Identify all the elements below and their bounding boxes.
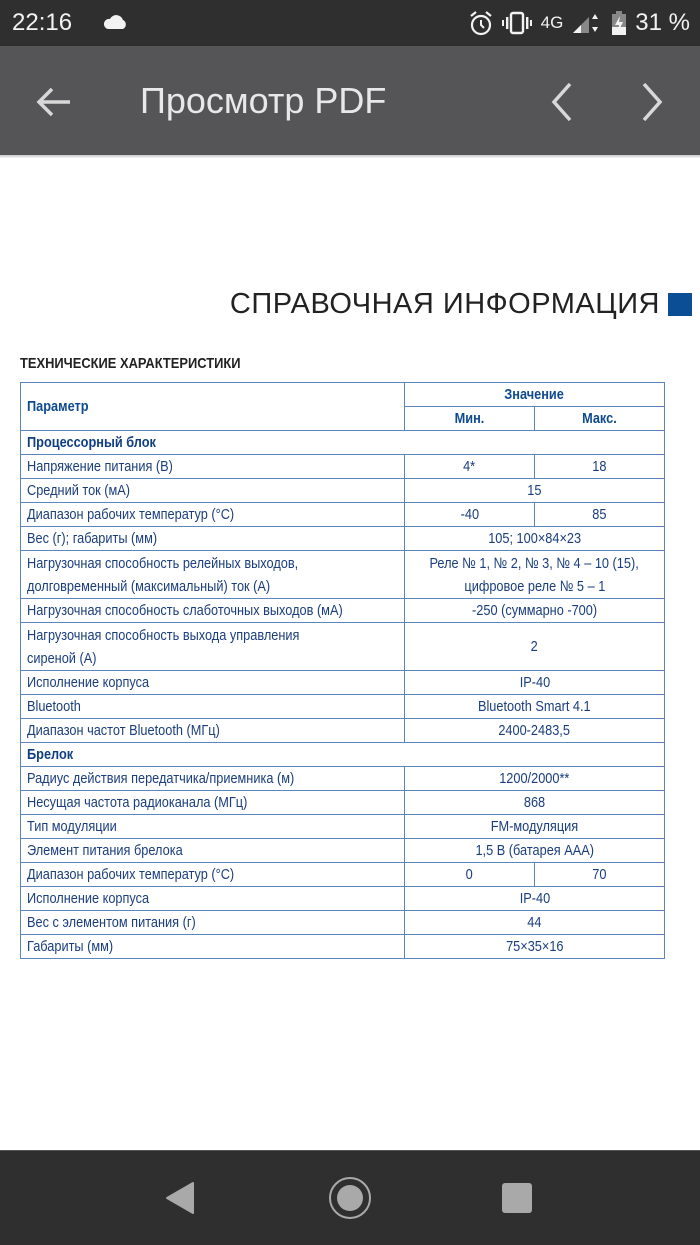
vibrate-icon [501,11,533,35]
header-param: Параметр [21,383,405,431]
document-subheading: ТЕХНИЧЕСКИЕ ХАРАКТЕРИСТИКИ [20,355,241,372]
param-cell: Диапазон рабочих температур (°С) [21,503,405,527]
param-cell: Вес с элементом питания (г) [21,911,405,935]
alarm-icon [469,10,493,36]
min-cell: 4* [405,455,534,479]
app-bar-shadow [0,155,700,158]
param-cell: Нагрузочная способность релейных выходов, долговременный (максимальный) ток (А) [21,551,405,599]
table-row [21,911,665,935]
table-row [21,791,665,815]
min-cell: -40 [405,503,534,527]
table-row [21,479,665,503]
header-min: Мин. [405,407,534,431]
network-type: 4G [540,13,564,32]
heading-accent-square [668,293,692,316]
max-cell: 18 [534,455,664,479]
table-row [21,671,665,695]
status-time: 22:16 [12,9,73,36]
section-row [21,743,665,767]
app-title: Просмотр PDF [140,80,387,121]
table-row [21,935,665,959]
section-title: Брелок [21,743,665,767]
value-cell: 2 [405,623,664,671]
signal-icon [571,11,603,35]
param-cell: Габариты (мм) [21,935,405,959]
value-cell: 105; 100×84×23 [405,527,664,551]
value-cell: 868 [405,791,664,815]
document-heading: СПРАВОЧНАЯ ИНФОРМАЦИЯ [229,288,660,320]
min-cell: 0 [405,863,534,887]
param-cell: Диапазон частот Bluetooth (МГц) [21,719,405,743]
table-row [21,599,665,623]
header-value: Значение [405,383,664,407]
battery-percent: 31 % [635,9,690,36]
value-cell: 44 [405,911,664,935]
param-cell: Элемент питания брелока [21,839,405,863]
cloud-icon [102,14,128,30]
status-icons [469,8,690,38]
table-row [21,839,665,863]
table-row [21,815,665,839]
nav-recents-square-icon[interactable] [501,1182,533,1214]
param-cell: Напряжение питания (В) [21,455,405,479]
param-cell: Средний ток (мА) [21,479,405,503]
param-cell: Тип модуляции [21,815,405,839]
table-header-row [21,383,665,407]
value-cell: 1,5 В (батарея ААА) [405,839,664,863]
param-cell: Нагрузочная способность слаботочных выходов (мА) [21,599,405,623]
max-cell: 85 [534,503,664,527]
param-cell: Вес (г); габариты (мм) [21,527,405,551]
value-cell: Bluetooth Smart 4.1 [405,695,664,719]
table-row [21,719,665,743]
table-row [21,551,665,599]
value-cell: 15 [405,479,664,503]
param-cell: Bluetooth [21,695,405,719]
header-max: Макс. [534,407,664,431]
param-cell: Исполнение корпуса [21,887,405,911]
table-row [21,455,665,479]
value-cell: FM-модуляция [405,815,664,839]
table-row [21,623,665,671]
param-cell: Исполнение корпуса [21,671,405,695]
nav-back-triangle-icon[interactable] [164,1181,196,1215]
value-cell: IP-40 [405,887,664,911]
section-title: Процессорный блок [21,431,665,455]
param-cell: Несущая частота радиоканала (МГц) [21,791,405,815]
value-cell: 75×35×16 [405,935,664,959]
system-nav-bar [0,1150,700,1245]
section-row [21,431,665,455]
status-bar [0,0,700,46]
spec-table [20,382,665,959]
max-cell: 70 [534,863,664,887]
value-cell: IP-40 [405,671,664,695]
table-row [21,527,665,551]
value-cell: 2400-2483,5 [405,719,664,743]
param-cell: Радиус действия передатчика/приемника (м) [21,767,405,791]
param-cell: Нагрузочная способность выхода управления сиреной (А) [21,623,405,671]
nav-home-circle-icon[interactable] [327,1175,373,1221]
table-row [21,695,665,719]
value-cell: 1200/2000** [405,767,664,791]
value-cell: Реле № 1, № 2, № 3, № 4 – 10 (15), цифровое реле № 5 – 1 [405,551,664,599]
chevron-right-icon[interactable] [632,78,672,126]
arrow-left-icon[interactable] [34,84,74,120]
table-row [21,863,665,887]
battery-charging-icon [611,10,627,36]
table-row [21,503,665,527]
value-cell: -250 (суммарно -700) [405,599,664,623]
chevron-left-icon[interactable] [542,78,582,126]
data-arrows-icon [592,14,598,32]
table-row [21,887,665,911]
param-cell: Диапазон рабочих температур (°С) [21,863,405,887]
table-row [21,767,665,791]
